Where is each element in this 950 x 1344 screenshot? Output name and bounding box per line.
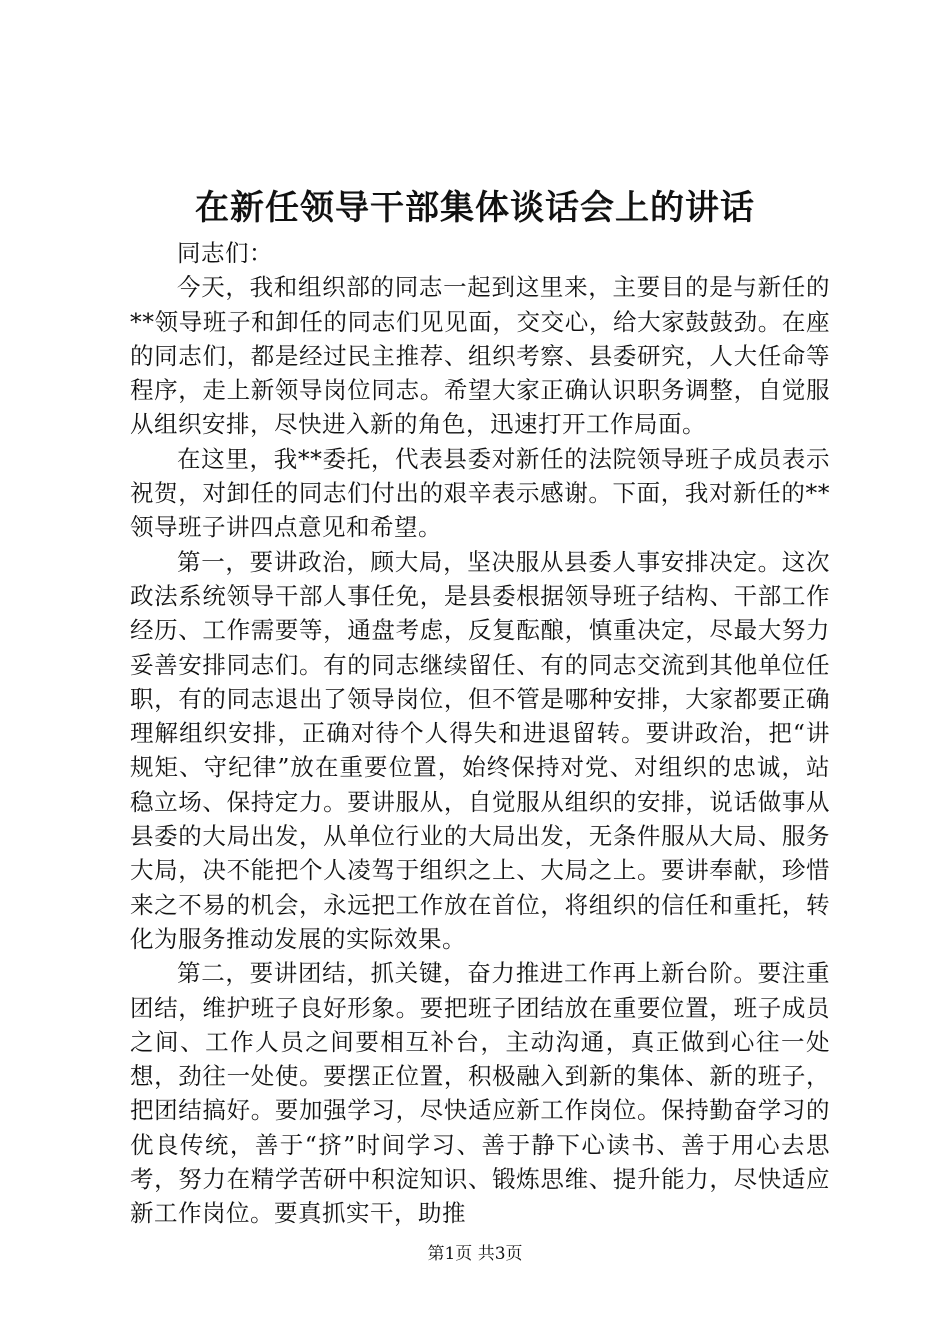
body-paragraph: 第一，要讲政治，顾大局，坚决服从县委人事安排决定。这次政法系统领导干部人事任免，是县委根据领导班子结构、干部工作经历、工作需要等，通盘考虑，反复酝酿，慎重决定，尽最大努力妥善安排同志们。有的同志继续留任、有的同志交流到其他单位任职，有的同志退出了领导岗位，但不管是哪种安排，大家都要正确理解组织安排，正确对待个人得失和进退留转。要讲政治，把“讲规矩、守纪律”放在重要位置，始终保持对党、对组织的忠诚，站稳立场、保持定力。要讲服从，自觉服从组织的安排，说话做事从县委的大局出发，从单位行业的大局出发，无条件服从大局、服务大局，决不能把个人凌驾于组织之上、大局之上。要讲奉献，珍惜来之不易的机会，永远把工作放在首位，将组织的信任和重托，转化为服务推动发展的实际效果。 — [130, 547, 830, 953]
document-title: 在新任领导干部集体谈话会上的讲话 — [195, 188, 755, 228]
page-number-footer: 第1页 共3页 — [427, 1244, 523, 1264]
body-paragraph: 在这里，我**委托，代表县委对新任的法院领导班子成员表示祝贺，对卸任的同志们付出的艰辛表示感谢。下面，我对新任的**领导班子讲四点意见和希望。 — [130, 444, 830, 542]
greeting-paragraph: 同志们： — [177, 239, 273, 267]
body-paragraph: 今天，我和组织部的同志一起到这里来，主要目的是与新任的**领导班子和卸任的同志们见见面，交交心，给大家鼓鼓劲。在座的同志们，都是经过民主推荐、组织考察、县委研究，人大任命等程序，走上新领导岗位同志。希望大家正确认识职务调整，自觉服从组织安排，尽快进入新的角色，迅速打开工作局面。 — [130, 273, 830, 439]
body-paragraph: 第二，要讲团结，抓关键，奋力推进工作再上新台阶。要注重团结，维护班子良好形象。要把班子团结放在重要位置，班子成员之间、工作人员之间要相互补台，主动沟通，真正做到心往一处想，劲往一处使。要摆正位置，积极融入到新的集体、新的班子，把团结搞好。要加强学习，尽快适应新工作岗位。保持勤奋学习的优良传统，善于“挤”时间学习、善于静下心读书、善于用心去思考，努力在精学苦研中积淀知识、锻炼思维、提升能力，尽快适应新工作岗位。要真抓实干，助推 — [130, 959, 830, 1228]
document-body — [130, 236, 830, 1231]
